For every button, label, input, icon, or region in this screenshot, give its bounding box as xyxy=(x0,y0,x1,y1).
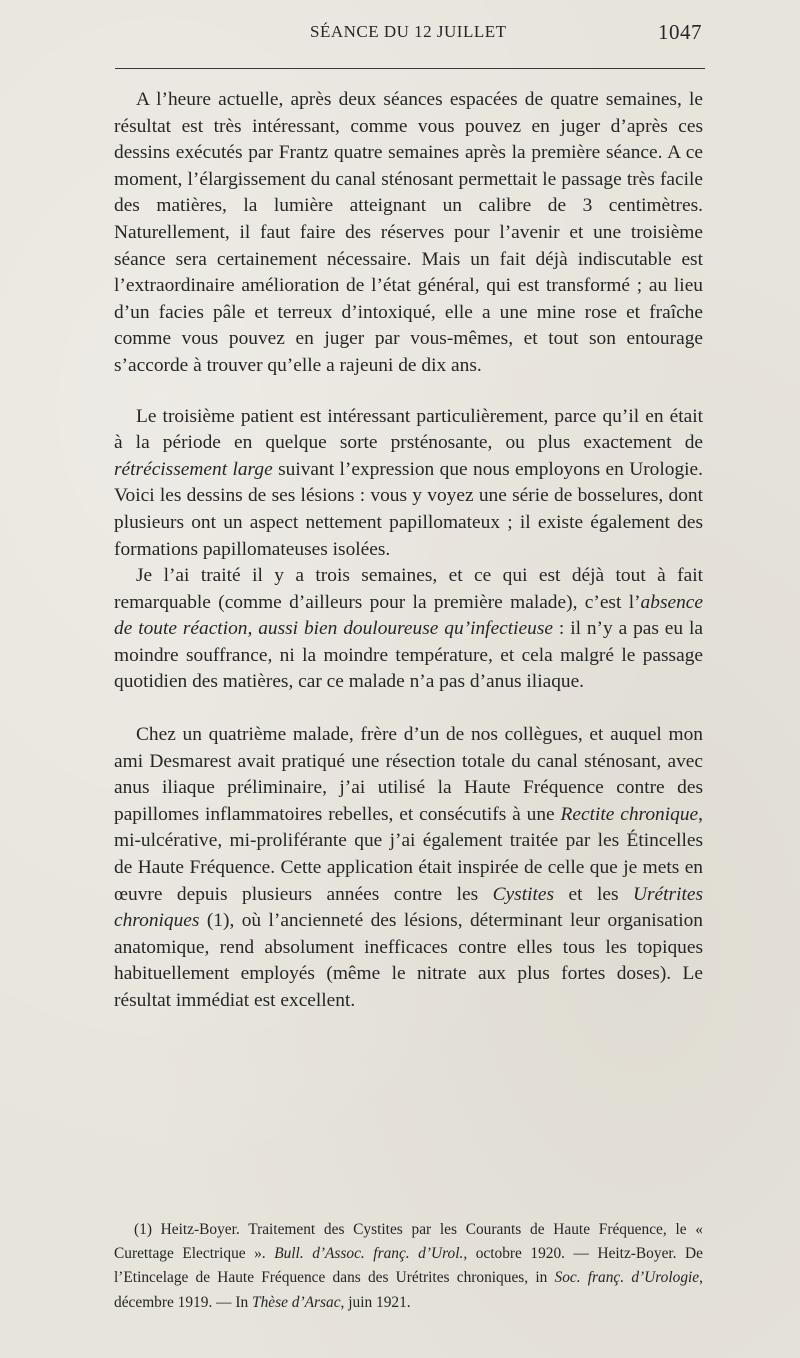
italic-text: Bull. d’Assoc. franç. d’Urol. xyxy=(274,1245,464,1263)
text-run: suivant l’expression que nous employons en Urologie. Voici les dessins de ses lésions : vous y voyez une série de bosselures, dont plusieurs ont un aspect nettement papillomateux ; il existe également des formations papillomateuses isolées. xyxy=(114,458,704,560)
body-text xyxy=(114,87,703,1015)
italic-text: Rectite chronique xyxy=(560,803,699,825)
italic-text: Cystites xyxy=(492,883,555,905)
running-title: SÉANCE DU 12 JUILLET xyxy=(310,22,507,41)
header-rule xyxy=(115,68,705,69)
text-run: Je l’ai traité il y a trois semaines, et ce qui est déjà tout à fait remarquable (comme d’ailleurs pour la première malade), c’est l’ xyxy=(114,565,703,613)
running-head xyxy=(110,22,710,52)
text-run: : il n’y a pas eu la moindre souffrance, ni la moindre température, et cela malgré le passage quotidien des matières, car ce malade n’a pas d’anus iliaque. xyxy=(114,618,703,693)
italic-text: Thèse d’Arsac xyxy=(252,1293,341,1311)
text-run: Chez un quatrième malade, frère d’un de nos collègues, et auquel mon ami Desmarest avait pratiqué une résection totale du canal sténosant, avec anus iliaque préliminaire, j’ai utilisé la Haute Fréquence contre des papillomes inflammatoires rebelles, et consécutifs à une xyxy=(114,724,703,825)
text-run: Le troisième patient est intéressant particulièrement, parce qu’il en était à la période en quelque sorte prsténosante, ou plus exactement de xyxy=(114,405,703,454)
italic-text: rétrécissement large xyxy=(114,458,273,480)
italic-text: absence de toute réaction, aussi bien douloureuse qu’infectieuse xyxy=(114,591,703,640)
paragraph xyxy=(114,722,703,1015)
text-run: A l’heure actuelle, après deux séances espacées de quatre semaines, le résultat est très intéressant, comme vous pouvez en juger d’après ces dessins exécutés par Frantz quatre semaines après la première séance. A ce moment, l’élargissement du canal sténosant permettait le passage très facile des matières, la lumière atteignant un calibre de 3 centimètres. Naturellement, il faut faire des réserves pour l’avenir et une troisième séance sera certainement nécessaire. Mais un fait déjà indiscutable est l’extraordinaire amélioration de l’état général, qui est transformé ; au lieu d’un facies pâle et terreux d’intoxiqué, elle a une mine rose et fraîche comme vous pouvez en juger par vous-mêmes, et tout son entourage s’accorde à trouver qu’elle a rajeuni de dix ans. xyxy=(114,89,703,376)
paragraph xyxy=(114,563,703,696)
footnotes xyxy=(114,1218,703,1315)
text-run: , juin 1921. xyxy=(340,1293,411,1311)
text-run: , décembre 1919. — In xyxy=(114,1269,703,1311)
text-run: , octobre 1920. — Heitz-Boyer. De l’Etincelage de Haute Fréquence dans des Urétrites chroniques, in xyxy=(114,1245,703,1287)
paragraph xyxy=(114,404,703,564)
paragraph xyxy=(114,87,703,380)
text-run: (1) Heitz-Boyer. Traitement des Cystites par les Courants de Haute Fréquence, le « Curettage Electrique ». xyxy=(114,1221,703,1263)
italic-text: Soc. franç. d’Urologie xyxy=(554,1269,700,1287)
text-run: , mi-ulcérative, mi-proliférante que j’ai également traitée par les Étincelles de Haute Fréquence. Cette application était inspirée de celle que je mets en œuvre depuis plusieurs années contre les xyxy=(114,803,703,905)
footnote xyxy=(114,1218,703,1315)
text-run: (1), où l’ancienneté des lésions, déterminant leur organisation anatomique, rend absolument inefficaces contre elles tous les topiques habituellement employés (même le nitrate aux plus fortes doses). Le résultat immédiat est excellent. xyxy=(114,910,703,1011)
text-run: et les xyxy=(554,883,633,905)
page-number: 1047 xyxy=(658,20,702,44)
italic-text: Urétrites chroniques xyxy=(114,883,704,932)
